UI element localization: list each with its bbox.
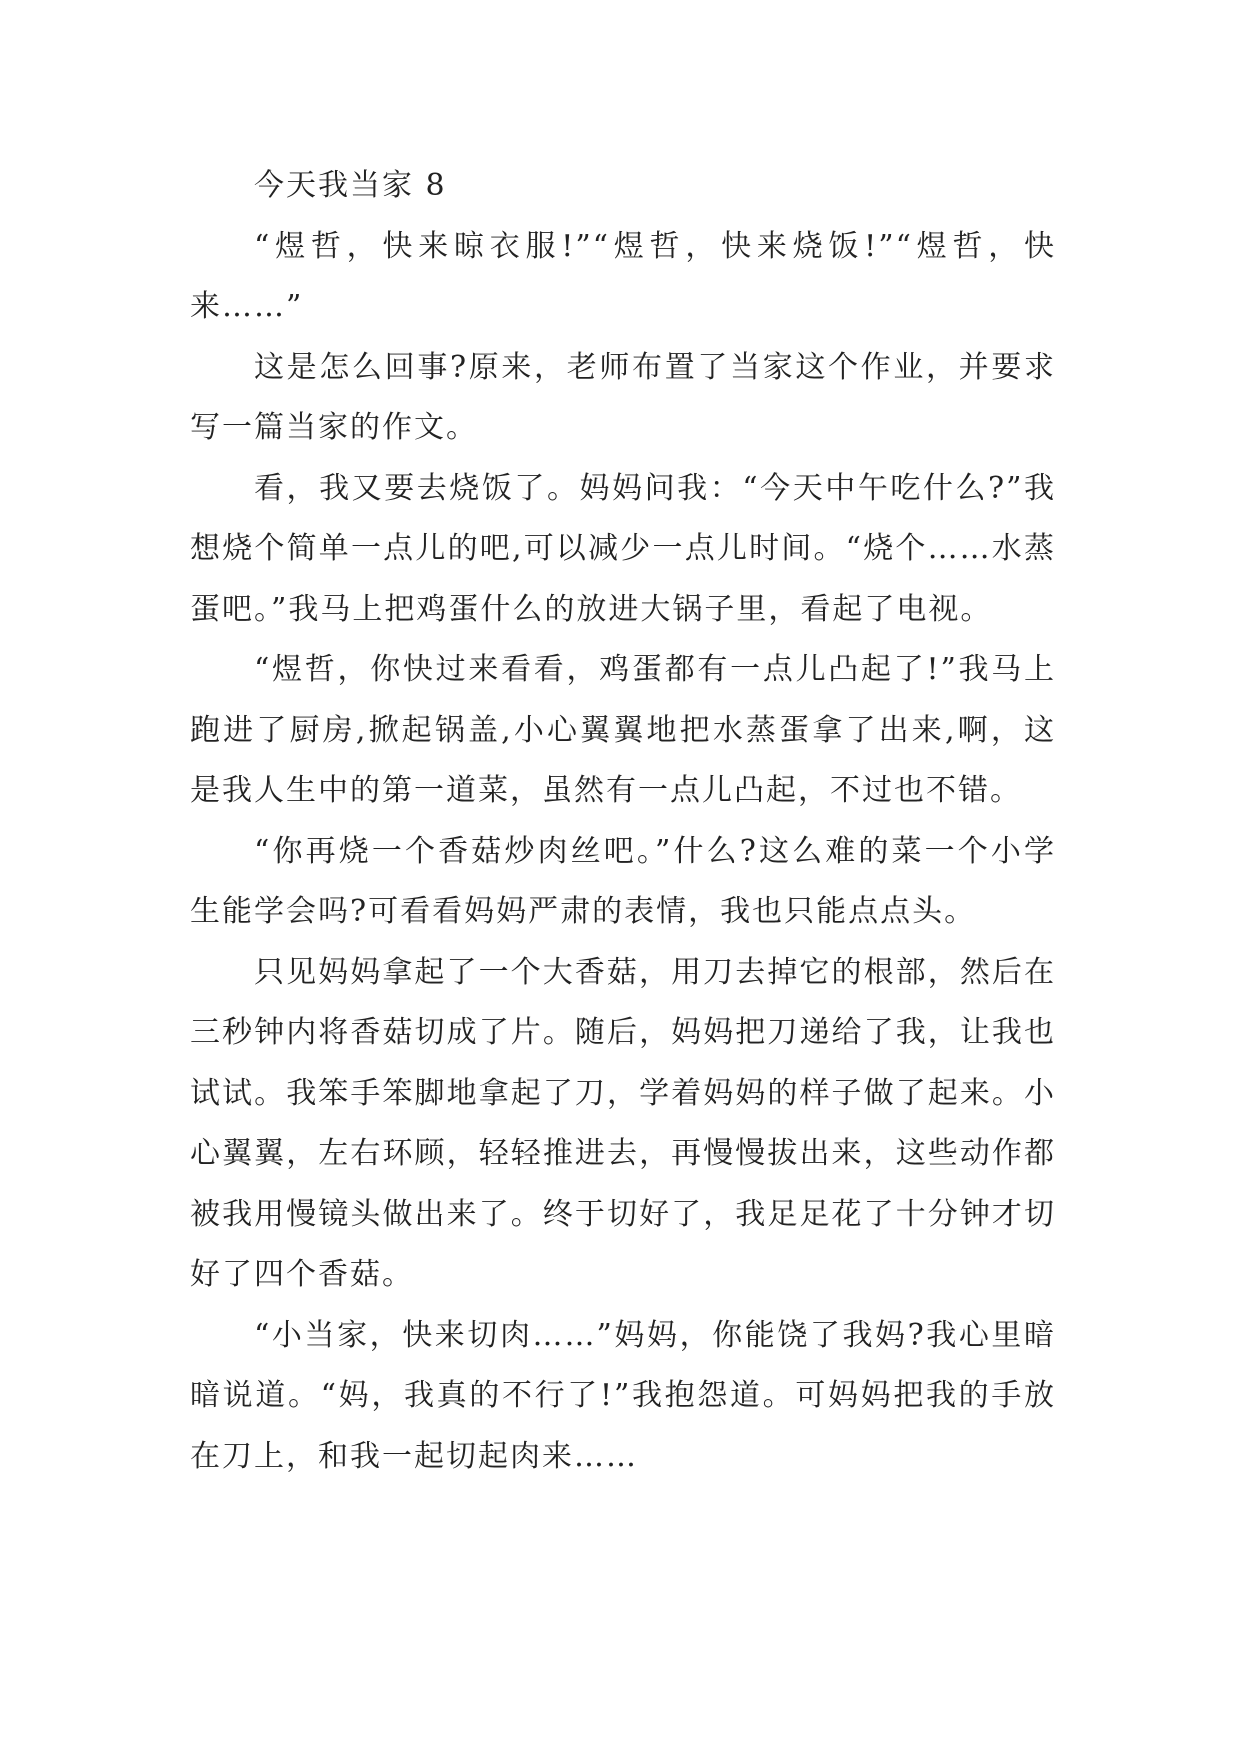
paragraph-1: “煜哲，快来晾衣服!”“煜哲，快来烧饭!”“煜哲，快来……” bbox=[190, 228, 1056, 324]
paragraph-4: “煜哲，你快过来看看，鸡蛋都有一点儿凸起了!”我马上跑进了厨房,掀起锅盖,小心翼翼地把水蒸蛋拿了出来,啊，这是我人生中的第一道菜，虽然有一点儿凸起，不过也不错。 bbox=[190, 652, 1056, 808]
paragraph-3: 看，我又要去烧饭了。妈妈问我：“今天中午吃什么?”我想烧个简单一点儿的吧,可以减少一点儿时间。“烧个……水蒸蛋吧。”我马上把鸡蛋什么的放进大锅子里，看起了电视。 bbox=[190, 470, 1056, 627]
paragraph-7: “小当家，快来切肉……”妈妈，你能饶了我妈?我心里暗暗说道。“妈，我真的不行了!”我抱怨道。可妈妈把我的手放在刀上，和我一起切起肉来…… bbox=[190, 1317, 1056, 1474]
document-body bbox=[190, 156, 1056, 1487]
document-title: 今天我当家 8 bbox=[254, 168, 447, 203]
paragraph-6: 只见妈妈拿起了一个大香菇，用刀去掉它的根部，然后在三秒钟内将香菇切成了片。随后，妈妈把刀递给了我，让我也试试。我笨手笨脚地拿起了刀，学着妈妈的样子做了起来。小心翼翼，左右环顾，轻轻推进去，再慢慢拔出来，这些动作都被我用慢镜头做出来了。终于切好了，我足足花了十分钟才切好了四个香菇。 bbox=[190, 954, 1056, 1292]
paragraph-2: 这是怎么回事?原来，老师布置了当家这个作业，并要求写一篇当家的作文。 bbox=[190, 349, 1056, 445]
paragraph-5: “你再烧一个香菇炒肉丝吧。”什么?这么难的菜一个小学生能学会吗?可看看妈妈严肃的表情，我也只能点点头。 bbox=[190, 833, 1056, 929]
